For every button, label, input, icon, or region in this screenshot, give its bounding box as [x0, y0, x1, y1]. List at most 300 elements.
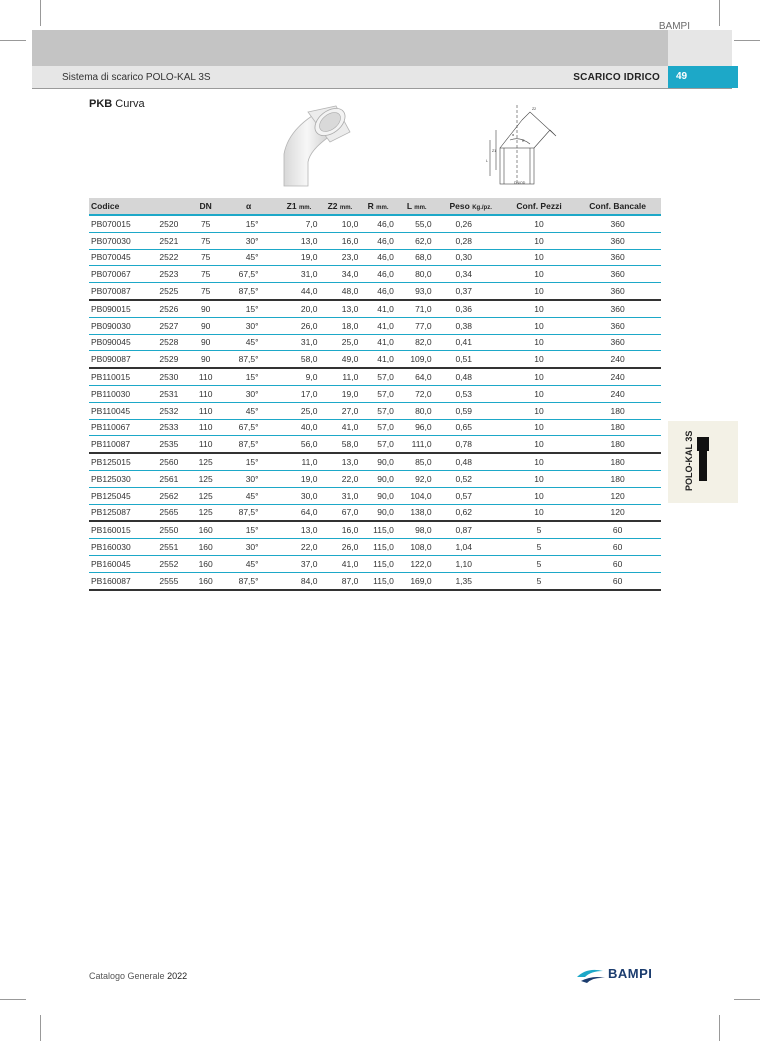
- table-header-row: [89, 198, 661, 215]
- cell-codice: PB070015: [89, 215, 151, 232]
- cell-art: 2555: [151, 572, 192, 589]
- cell-z2: 48,0: [319, 283, 360, 300]
- cell-codice: PB090030: [89, 317, 151, 334]
- crop-mark: [0, 999, 26, 1000]
- cell-alpha: 30°: [219, 539, 279, 556]
- cell-r: 46,0: [360, 249, 395, 266]
- cell-conf-bancale: 60: [574, 539, 661, 556]
- cell-z2: 49,0: [319, 351, 360, 368]
- cell-z1: 40,0: [279, 419, 320, 436]
- cell-r: 46,0: [360, 215, 395, 232]
- cell-l: 71,0: [396, 300, 438, 317]
- cell-dn: 75: [193, 249, 219, 266]
- cell-alpha: 45°: [219, 249, 279, 266]
- cell-r: 46,0: [360, 283, 395, 300]
- col-r: R mm.: [360, 198, 395, 215]
- cell-l: 64,0: [396, 368, 438, 385]
- cell-codice: PB090015: [89, 300, 151, 317]
- cell-conf-bancale: 360: [574, 232, 661, 249]
- cell-z1: 26,0: [279, 317, 320, 334]
- cell-alpha: 15°: [219, 453, 279, 470]
- cell-alpha: 30°: [219, 317, 279, 334]
- cell-codice: PB160087: [89, 572, 151, 589]
- crop-mark: [0, 40, 26, 41]
- cell-l: 93,0: [396, 283, 438, 300]
- col-alpha: α: [219, 198, 279, 215]
- cell-z1: 84,0: [279, 572, 320, 589]
- cell-conf-pezzi: 10: [504, 385, 574, 402]
- cell-art: 2523: [151, 266, 192, 283]
- cell-codice: PB125045: [89, 487, 151, 504]
- drawing-label-alpha: α: [512, 133, 515, 137]
- cell-l: 80,0: [396, 266, 438, 283]
- cell-conf-bancale: 360: [574, 215, 661, 232]
- cell-r: 90,0: [360, 453, 395, 470]
- spec-table-body: [89, 215, 661, 590]
- crop-mark: [40, 0, 41, 26]
- cell-z1: 13,0: [279, 521, 320, 538]
- cell-z2: 22,0: [319, 470, 360, 487]
- cell-dn: 125: [193, 487, 219, 504]
- cell-r: 41,0: [360, 334, 395, 351]
- cell-r: 57,0: [360, 402, 395, 419]
- cell-alpha: 15°: [219, 521, 279, 538]
- cell-peso: 0,52: [438, 470, 504, 487]
- cell-l: 108,0: [396, 539, 438, 556]
- cell-dn: 110: [193, 368, 219, 385]
- cell-art: 2565: [151, 504, 192, 521]
- table-row: [89, 368, 661, 385]
- cell-l: 96,0: [396, 419, 438, 436]
- cell-conf-pezzi: 5: [504, 572, 574, 589]
- cell-z2: 25,0: [319, 334, 360, 351]
- cell-conf-bancale: 240: [574, 368, 661, 385]
- cell-peso: 0,41: [438, 334, 504, 351]
- table-row: [89, 402, 661, 419]
- cell-z2: 27,0: [319, 402, 360, 419]
- cell-z1: 22,0: [279, 539, 320, 556]
- cell-z1: 56,0: [279, 436, 320, 453]
- cell-l: 72,0: [396, 385, 438, 402]
- cell-dn: 160: [193, 555, 219, 572]
- cell-peso: 0,38: [438, 317, 504, 334]
- cell-conf-pezzi: 10: [504, 368, 574, 385]
- cell-r: 115,0: [360, 555, 395, 572]
- table-row: [89, 249, 661, 266]
- cell-codice: PB070067: [89, 266, 151, 283]
- cell-z1: 7,0: [279, 215, 320, 232]
- cell-peso: 1,35: [438, 572, 504, 589]
- cell-z2: 31,0: [319, 487, 360, 504]
- cell-l: 55,0: [396, 215, 438, 232]
- cell-alpha: 30°: [219, 232, 279, 249]
- footer-year: 2022: [167, 971, 188, 981]
- cell-z1: 9,0: [279, 368, 320, 385]
- table-row: [89, 215, 661, 232]
- cell-alpha: 67,5°: [219, 266, 279, 283]
- cell-z2: 13,0: [319, 453, 360, 470]
- cell-conf-pezzi: 5: [504, 555, 574, 572]
- cell-codice: PB160030: [89, 539, 151, 556]
- bampi-logo-text: BAMPI: [608, 966, 653, 981]
- cell-z2: 18,0: [319, 317, 360, 334]
- cell-z1: 37,0: [279, 555, 320, 572]
- footer-catalog-label: Catalogo Generale: [89, 971, 165, 981]
- table-row: [89, 504, 661, 521]
- side-tab-label: POLO-KAL 3S: [684, 430, 694, 491]
- footer-catalog: [89, 971, 187, 981]
- header-top-strip: [32, 30, 668, 66]
- cell-peso: 0,28: [438, 232, 504, 249]
- cell-peso: 0,59: [438, 402, 504, 419]
- cell-conf-bancale: 360: [574, 266, 661, 283]
- cell-conf-bancale: 60: [574, 521, 661, 538]
- cell-z2: 34,0: [319, 266, 360, 283]
- cell-art: 2560: [151, 453, 192, 470]
- table-row: [89, 487, 661, 504]
- cell-peso: 0,65: [438, 419, 504, 436]
- cell-conf-pezzi: 10: [504, 436, 574, 453]
- cell-z2: 26,0: [319, 539, 360, 556]
- cell-art: 2551: [151, 539, 192, 556]
- cell-l: 80,0: [396, 402, 438, 419]
- cell-r: 46,0: [360, 266, 395, 283]
- cell-z2: 16,0: [319, 521, 360, 538]
- product-name: Curva: [115, 98, 145, 110]
- cell-alpha: 45°: [219, 334, 279, 351]
- cell-peso: 1,10: [438, 555, 504, 572]
- pipe-icon: [697, 437, 709, 481]
- cell-codice: PB110030: [89, 385, 151, 402]
- drawing-label-z2: Z2: [532, 107, 537, 111]
- cell-alpha: 15°: [219, 368, 279, 385]
- cell-conf-bancale: 180: [574, 470, 661, 487]
- col-dn: DN: [193, 198, 219, 215]
- cell-peso: 0,51: [438, 351, 504, 368]
- table-row: [89, 539, 661, 556]
- cell-conf-bancale: 360: [574, 317, 661, 334]
- cell-z1: 64,0: [279, 504, 320, 521]
- table-row: [89, 470, 661, 487]
- cell-l: 77,0: [396, 317, 438, 334]
- cell-l: 85,0: [396, 453, 438, 470]
- cell-r: 57,0: [360, 436, 395, 453]
- cell-codice: PB125015: [89, 453, 151, 470]
- drawing-label-z1: Z1: [492, 149, 497, 153]
- cell-conf-bancale: 180: [574, 419, 661, 436]
- cell-r: 90,0: [360, 470, 395, 487]
- table-row: [89, 521, 661, 538]
- cell-art: 2522: [151, 249, 192, 266]
- cell-dn: 75: [193, 283, 219, 300]
- cell-codice: PB110067: [89, 419, 151, 436]
- cell-z1: 17,0: [279, 385, 320, 402]
- cell-conf-bancale: 60: [574, 572, 661, 589]
- cell-dn: 110: [193, 436, 219, 453]
- cell-peso: 0,48: [438, 453, 504, 470]
- cell-l: 82,0: [396, 334, 438, 351]
- cell-art: 2521: [151, 232, 192, 249]
- cell-conf-pezzi: 10: [504, 419, 574, 436]
- cell-art: 2530: [151, 368, 192, 385]
- cell-z2: 58,0: [319, 436, 360, 453]
- cell-r: 115,0: [360, 539, 395, 556]
- cell-dn: 110: [193, 402, 219, 419]
- cell-alpha: 87,5°: [219, 504, 279, 521]
- table-row: [89, 572, 661, 589]
- cell-z2: 41,0: [319, 555, 360, 572]
- cell-z1: 31,0: [279, 334, 320, 351]
- col-conf-pezzi: Conf. Pezzi: [504, 198, 574, 215]
- cell-alpha: 30°: [219, 470, 279, 487]
- cell-peso: 0,53: [438, 385, 504, 402]
- cell-z2: 10,0: [319, 215, 360, 232]
- cell-l: 98,0: [396, 521, 438, 538]
- cell-dn: 160: [193, 521, 219, 538]
- cell-art: 2550: [151, 521, 192, 538]
- cell-peso: 0,87: [438, 521, 504, 538]
- technical-drawing: [486, 100, 566, 186]
- cell-alpha: 87,5°: [219, 436, 279, 453]
- section-title: SCARICO IDRICO: [573, 72, 660, 83]
- cell-art: 2531: [151, 385, 192, 402]
- cell-art: 2552: [151, 555, 192, 572]
- cell-z2: 41,0: [319, 419, 360, 436]
- cell-conf-bancale: 240: [574, 385, 661, 402]
- cell-codice: PB090045: [89, 334, 151, 351]
- table-row: [89, 351, 661, 368]
- table-row: [89, 453, 661, 470]
- cell-l: 169,0: [396, 572, 438, 589]
- cell-z1: 31,0: [279, 266, 320, 283]
- cell-z1: 11,0: [279, 453, 320, 470]
- cell-l: 104,0: [396, 487, 438, 504]
- crop-mark: [734, 40, 760, 41]
- cell-dn: 160: [193, 539, 219, 556]
- cell-conf-pezzi: 10: [504, 453, 574, 470]
- cell-l: 138,0: [396, 504, 438, 521]
- col-conf-bancale: Conf. Bancale: [574, 198, 661, 215]
- table-row: [89, 555, 661, 572]
- drawing-label-l: L: [486, 159, 488, 163]
- cell-conf-bancale: 120: [574, 504, 661, 521]
- cell-r: 41,0: [360, 317, 395, 334]
- col-z1: Z1 mm.: [279, 198, 320, 215]
- cell-art: 2533: [151, 419, 192, 436]
- cell-dn: 75: [193, 215, 219, 232]
- cell-alpha: 45°: [219, 555, 279, 572]
- header-subtitle: Sistema di scarico POLO-KAL 3S: [62, 72, 211, 83]
- table-row: [89, 317, 661, 334]
- cell-z1: 30,0: [279, 487, 320, 504]
- table-row: [89, 283, 661, 300]
- cell-conf-bancale: 60: [574, 555, 661, 572]
- table-row: [89, 266, 661, 283]
- cell-peso: 0,57: [438, 487, 504, 504]
- cell-conf-bancale: 360: [574, 334, 661, 351]
- cell-codice: PB070045: [89, 249, 151, 266]
- cell-codice: PB110087: [89, 436, 151, 453]
- cell-r: 57,0: [360, 368, 395, 385]
- cell-art: 2520: [151, 215, 192, 232]
- cell-conf-pezzi: 10: [504, 266, 574, 283]
- cell-codice: PB125030: [89, 470, 151, 487]
- cell-codice: PB160015: [89, 521, 151, 538]
- cell-z2: 19,0: [319, 385, 360, 402]
- cell-peso: 0,26: [438, 215, 504, 232]
- table-row: [89, 385, 661, 402]
- cell-conf-pezzi: 5: [504, 521, 574, 538]
- page-number: 49: [668, 66, 738, 88]
- cell-z2: 67,0: [319, 504, 360, 521]
- cell-peso: 0,78: [438, 436, 504, 453]
- cell-z1: 58,0: [279, 351, 320, 368]
- cell-l: 92,0: [396, 470, 438, 487]
- cell-art: 2532: [151, 402, 192, 419]
- product-title: [89, 98, 145, 110]
- cell-r: 115,0: [360, 521, 395, 538]
- crop-mark: [734, 999, 760, 1000]
- cell-z1: 19,0: [279, 470, 320, 487]
- col-z2: Z2 mm.: [319, 198, 360, 215]
- cell-dn: 110: [193, 419, 219, 436]
- drawing-label-r: R: [522, 139, 525, 143]
- cell-conf-pezzi: 10: [504, 351, 574, 368]
- cell-r: 41,0: [360, 300, 395, 317]
- cell-z1: 19,0: [279, 249, 320, 266]
- table-row: [89, 419, 661, 436]
- cell-r: 46,0: [360, 232, 395, 249]
- cell-r: 57,0: [360, 419, 395, 436]
- cell-z2: 11,0: [319, 368, 360, 385]
- cell-z1: 44,0: [279, 283, 320, 300]
- cell-art: 2562: [151, 487, 192, 504]
- table-row: [89, 436, 661, 453]
- cell-conf-pezzi: 10: [504, 317, 574, 334]
- cell-conf-bancale: 360: [574, 283, 661, 300]
- drawing-label-dn: DN/OD: [514, 181, 526, 185]
- spec-table: [89, 198, 661, 591]
- table-row: [89, 334, 661, 351]
- cell-alpha: 87,5°: [219, 283, 279, 300]
- cell-dn: 90: [193, 317, 219, 334]
- cell-dn: 125: [193, 453, 219, 470]
- cell-alpha: 67,5°: [219, 419, 279, 436]
- cell-conf-bancale: 240: [574, 351, 661, 368]
- cell-codice: PB090087: [89, 351, 151, 368]
- cell-r: 41,0: [360, 351, 395, 368]
- cell-z1: 20,0: [279, 300, 320, 317]
- cell-peso: 0,62: [438, 504, 504, 521]
- cell-peso: 0,30: [438, 249, 504, 266]
- cell-conf-bancale: 120: [574, 487, 661, 504]
- cell-art: 2529: [151, 351, 192, 368]
- header-divider: [32, 88, 732, 89]
- cell-conf-pezzi: 10: [504, 487, 574, 504]
- cell-r: 57,0: [360, 385, 395, 402]
- cell-peso: 0,48: [438, 368, 504, 385]
- cell-conf-pezzi: 10: [504, 232, 574, 249]
- cell-codice: PB125087: [89, 504, 151, 521]
- cell-dn: 75: [193, 232, 219, 249]
- cell-dn: 75: [193, 266, 219, 283]
- product-code: PKB: [89, 98, 113, 110]
- crop-mark: [719, 0, 720, 26]
- cell-conf-pezzi: 10: [504, 402, 574, 419]
- cell-dn: 90: [193, 300, 219, 317]
- cell-r: 90,0: [360, 504, 395, 521]
- table-row: [89, 300, 661, 317]
- crop-mark: [719, 1015, 720, 1041]
- cell-peso: 1,04: [438, 539, 504, 556]
- cell-alpha: 87,5°: [219, 351, 279, 368]
- cell-l: 122,0: [396, 555, 438, 572]
- cell-l: 111,0: [396, 436, 438, 453]
- cell-art: 2561: [151, 470, 192, 487]
- col-peso: Peso Kg./pz.: [438, 198, 504, 215]
- crop-mark: [40, 1015, 41, 1041]
- cell-dn: 125: [193, 470, 219, 487]
- col-l: L mm.: [396, 198, 438, 215]
- cell-z2: 87,0: [319, 572, 360, 589]
- cell-z2: 13,0: [319, 300, 360, 317]
- cell-codice: PB110015: [89, 368, 151, 385]
- cell-codice: PB110045: [89, 402, 151, 419]
- cell-l: 109,0: [396, 351, 438, 368]
- table-row: [89, 232, 661, 249]
- cell-conf-pezzi: 10: [504, 300, 574, 317]
- cell-alpha: 15°: [219, 300, 279, 317]
- cell-r: 90,0: [360, 487, 395, 504]
- product-photo: [278, 102, 358, 188]
- cell-dn: 160: [193, 572, 219, 589]
- cell-alpha: 30°: [219, 385, 279, 402]
- cell-codice: PB070087: [89, 283, 151, 300]
- cell-dn: 90: [193, 334, 219, 351]
- cell-codice: PB160045: [89, 555, 151, 572]
- cell-peso: 0,34: [438, 266, 504, 283]
- cell-conf-pezzi: 5: [504, 539, 574, 556]
- cell-conf-pezzi: 10: [504, 504, 574, 521]
- cell-peso: 0,36: [438, 300, 504, 317]
- cell-alpha: 87,5°: [219, 572, 279, 589]
- cell-l: 68,0: [396, 249, 438, 266]
- cell-dn: 90: [193, 351, 219, 368]
- cell-art: 2526: [151, 300, 192, 317]
- cell-art: 2528: [151, 334, 192, 351]
- cell-r: 115,0: [360, 572, 395, 589]
- cell-art: 2525: [151, 283, 192, 300]
- cell-alpha: 45°: [219, 402, 279, 419]
- cell-z2: 16,0: [319, 232, 360, 249]
- cell-conf-pezzi: 10: [504, 249, 574, 266]
- cell-art: 2527: [151, 317, 192, 334]
- header-brand: BAMPI: [658, 21, 690, 32]
- cell-conf-pezzi: 10: [504, 215, 574, 232]
- cell-z2: 23,0: [319, 249, 360, 266]
- cell-peso: 0,37: [438, 283, 504, 300]
- cell-conf-bancale: 180: [574, 436, 661, 453]
- cell-conf-bancale: 180: [574, 402, 661, 419]
- cell-z1: 13,0: [279, 232, 320, 249]
- cell-conf-bancale: 180: [574, 453, 661, 470]
- cell-art: 2535: [151, 436, 192, 453]
- cell-conf-pezzi: 10: [504, 334, 574, 351]
- cell-codice: PB070030: [89, 232, 151, 249]
- cell-conf-bancale: 360: [574, 300, 661, 317]
- cell-alpha: 15°: [219, 215, 279, 232]
- cell-dn: 125: [193, 504, 219, 521]
